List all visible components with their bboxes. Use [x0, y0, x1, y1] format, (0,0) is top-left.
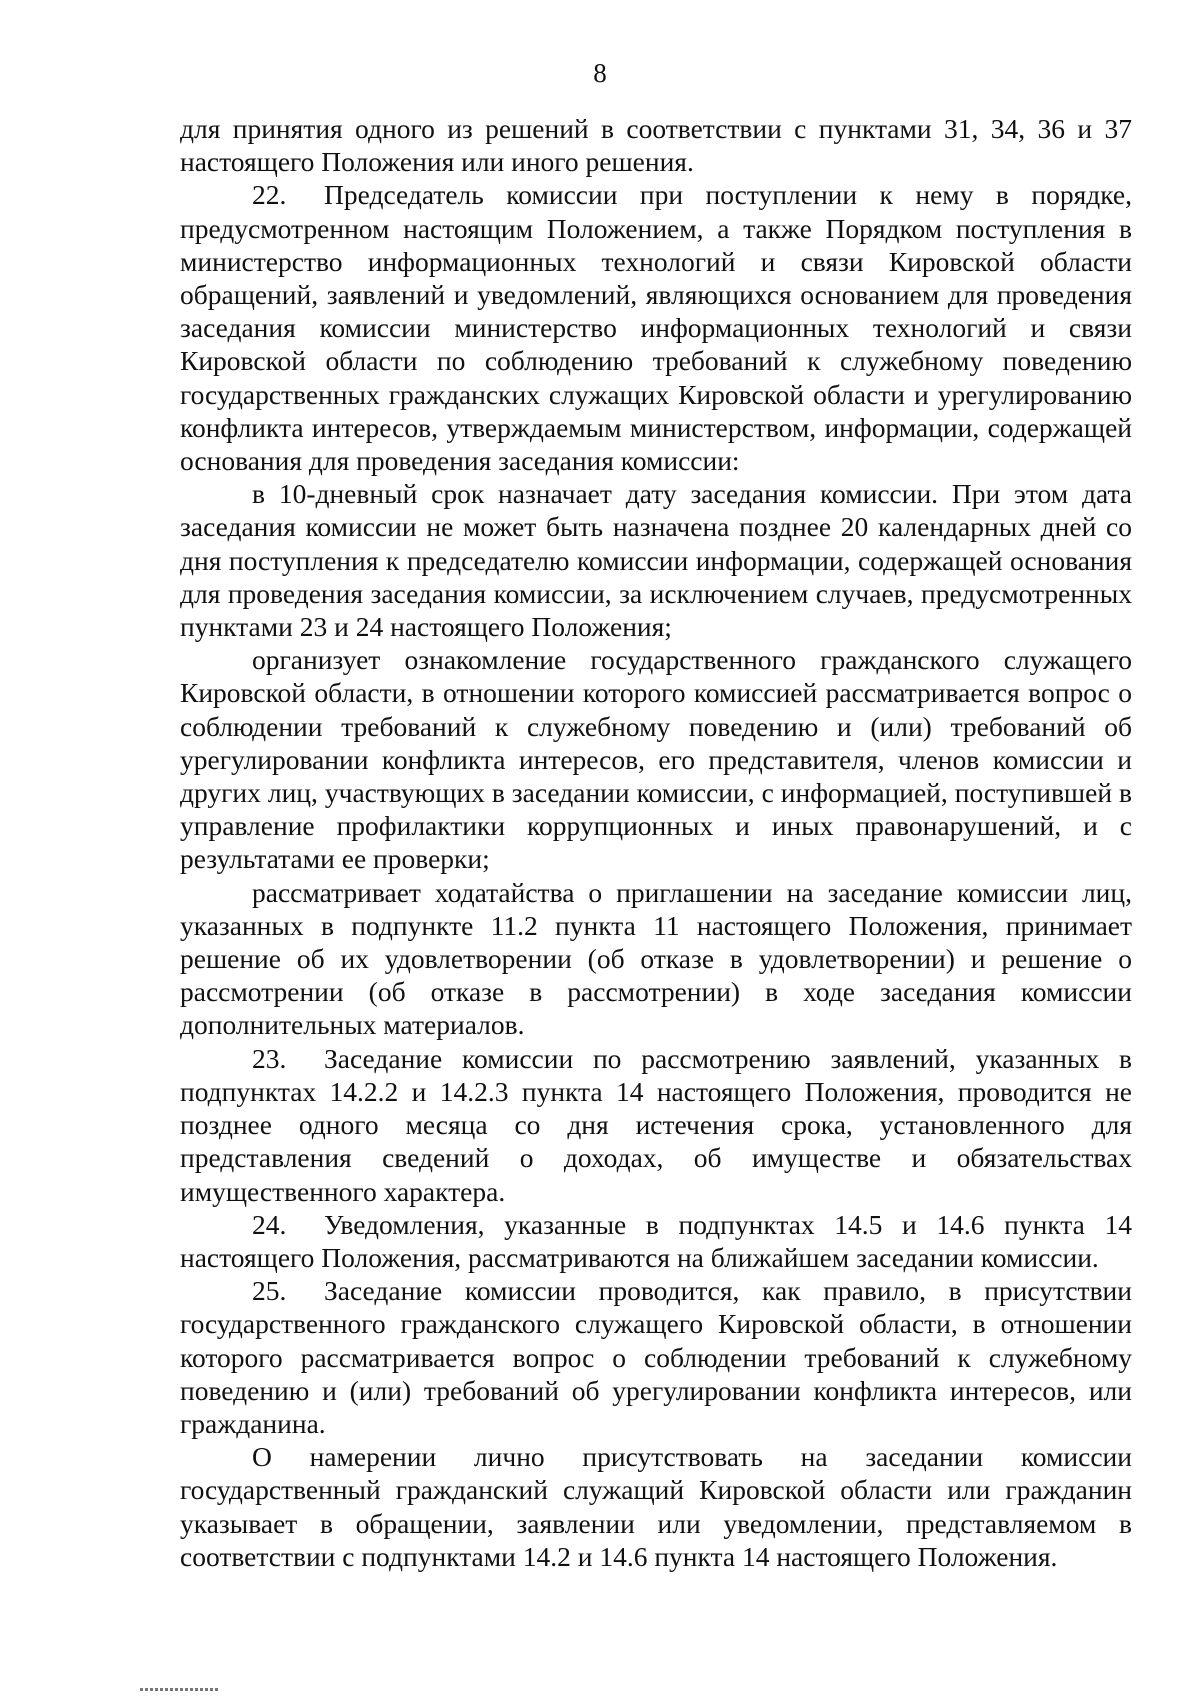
paragraph-22-item-1: [180, 477, 1132, 643]
page-number: 8: [593, 58, 607, 88]
paragraph-text: для принятия одного из решений в соответствии с пунктами 31, 34, 36 и 37 настоящего Положения или иного решения.: [180, 113, 1132, 178]
paragraph-25-continuation: [180, 1440, 1132, 1573]
paragraph-24: [180, 1208, 1132, 1274]
paragraph-text: Уведомления, указанные в подпунктах 14.5 и 14.6 пункта 14 настоящего Положения, рассматриваются на ближайшем заседании комиссии.: [180, 1208, 1132, 1273]
paragraph-text: рассматривает ходатайства о приглашении на заседание комиссии лиц, указанных в подпункте 11.2 пункта 11 настоящего Положения, принимает решение об их удовлетворении (об отказе в удовлетворении) и решение о рассмотрении (об отказе в рассмотрении) в ходе заседания комиссии дополнительных материалов.: [180, 876, 1132, 1041]
paragraph-text: Заседание комиссии по рассмотрению заявлений, указанных в подпунктах 14.2.2 и 14.2.3 пункта 14 настоящего Положения, проводится не позднее одного месяца со дня истечения срока, установленного для представления сведений о доходах, об имуществе и обязательствах имущественного характера.: [180, 1042, 1132, 1207]
paragraph-text: Председатель комиссии при поступлении к нему в порядке, предусмотренном настоящим Положением, а также Порядком поступления в министерство информационных технологий и связи Кировской области обращений, заявлений и уведомлений, являющихся основанием для проведения заседания комиссии министерство информационных технологий и связи Кировской области по соблюдению требований к служебному поведению государственных гражданских служащих Кировской области и урегулированию конфликта интересов, утверждаемым министерством, информации, содержащей основания для проведения заседания комиссии:: [180, 179, 1132, 477]
paragraph-number: 23.: [252, 1042, 287, 1074]
paragraph-text: организует ознакомление государственного гражданского служащего Кировской области, в отношении которого комиссией рассматривается вопрос о соблюдении требований к служебному поведению и (или) требований об урегулировании конфликта интересов, его представителя, членов комиссии и других лиц, участвующих в заседании комиссии, с информацией, поступившей в управление профилактики коррупционных и иных правонарушений, и с результатами ее проверки;: [180, 644, 1132, 875]
paragraph-22-item-3: [180, 876, 1132, 1042]
paragraph-text: в 10-дневный срок назначает дату заседания комиссии. При этом дата заседания комиссии не может быть назначена позднее 20 календарных дней со дня поступления к председателю комиссии информации, содержащей основания для проведения заседания комиссии, за исключением случаев, предусмотренных пунктами 23 и 24 настоящего Положения;: [180, 478, 1132, 643]
scan-edge-mark: [140, 1688, 218, 1691]
paragraph-number: 22.: [252, 179, 287, 211]
document-body: [180, 112, 1132, 1573]
paragraph-text: Заседание комиссии проводится, как правило, в присутствии государственного гражданского служащего Кировской области, в отношении которого рассматривается вопрос о соблюдении требований к служебному поведению и (или) требований об урегулировании конфликта интересов, или гражданина.: [180, 1275, 1132, 1439]
paragraph-number: 24.: [252, 1208, 287, 1240]
paragraph-23: [180, 1042, 1132, 1208]
paragraph-22: [180, 178, 1132, 477]
paragraph-25: [180, 1274, 1132, 1440]
paragraph-number: 25.: [252, 1275, 287, 1307]
paragraph-continuation: [180, 112, 1132, 178]
paragraph-22-item-2: [180, 643, 1132, 875]
paragraph-text: О намерении лично присутствовать на заседании комиссии государственный гражданский служащий Кировской области или гражданин указывает в обращении, заявлении или уведомлении, представляемом в соответствии с подпунктами 14.2 и 14.6 пункта 14 настоящего Положения.: [180, 1441, 1132, 1572]
